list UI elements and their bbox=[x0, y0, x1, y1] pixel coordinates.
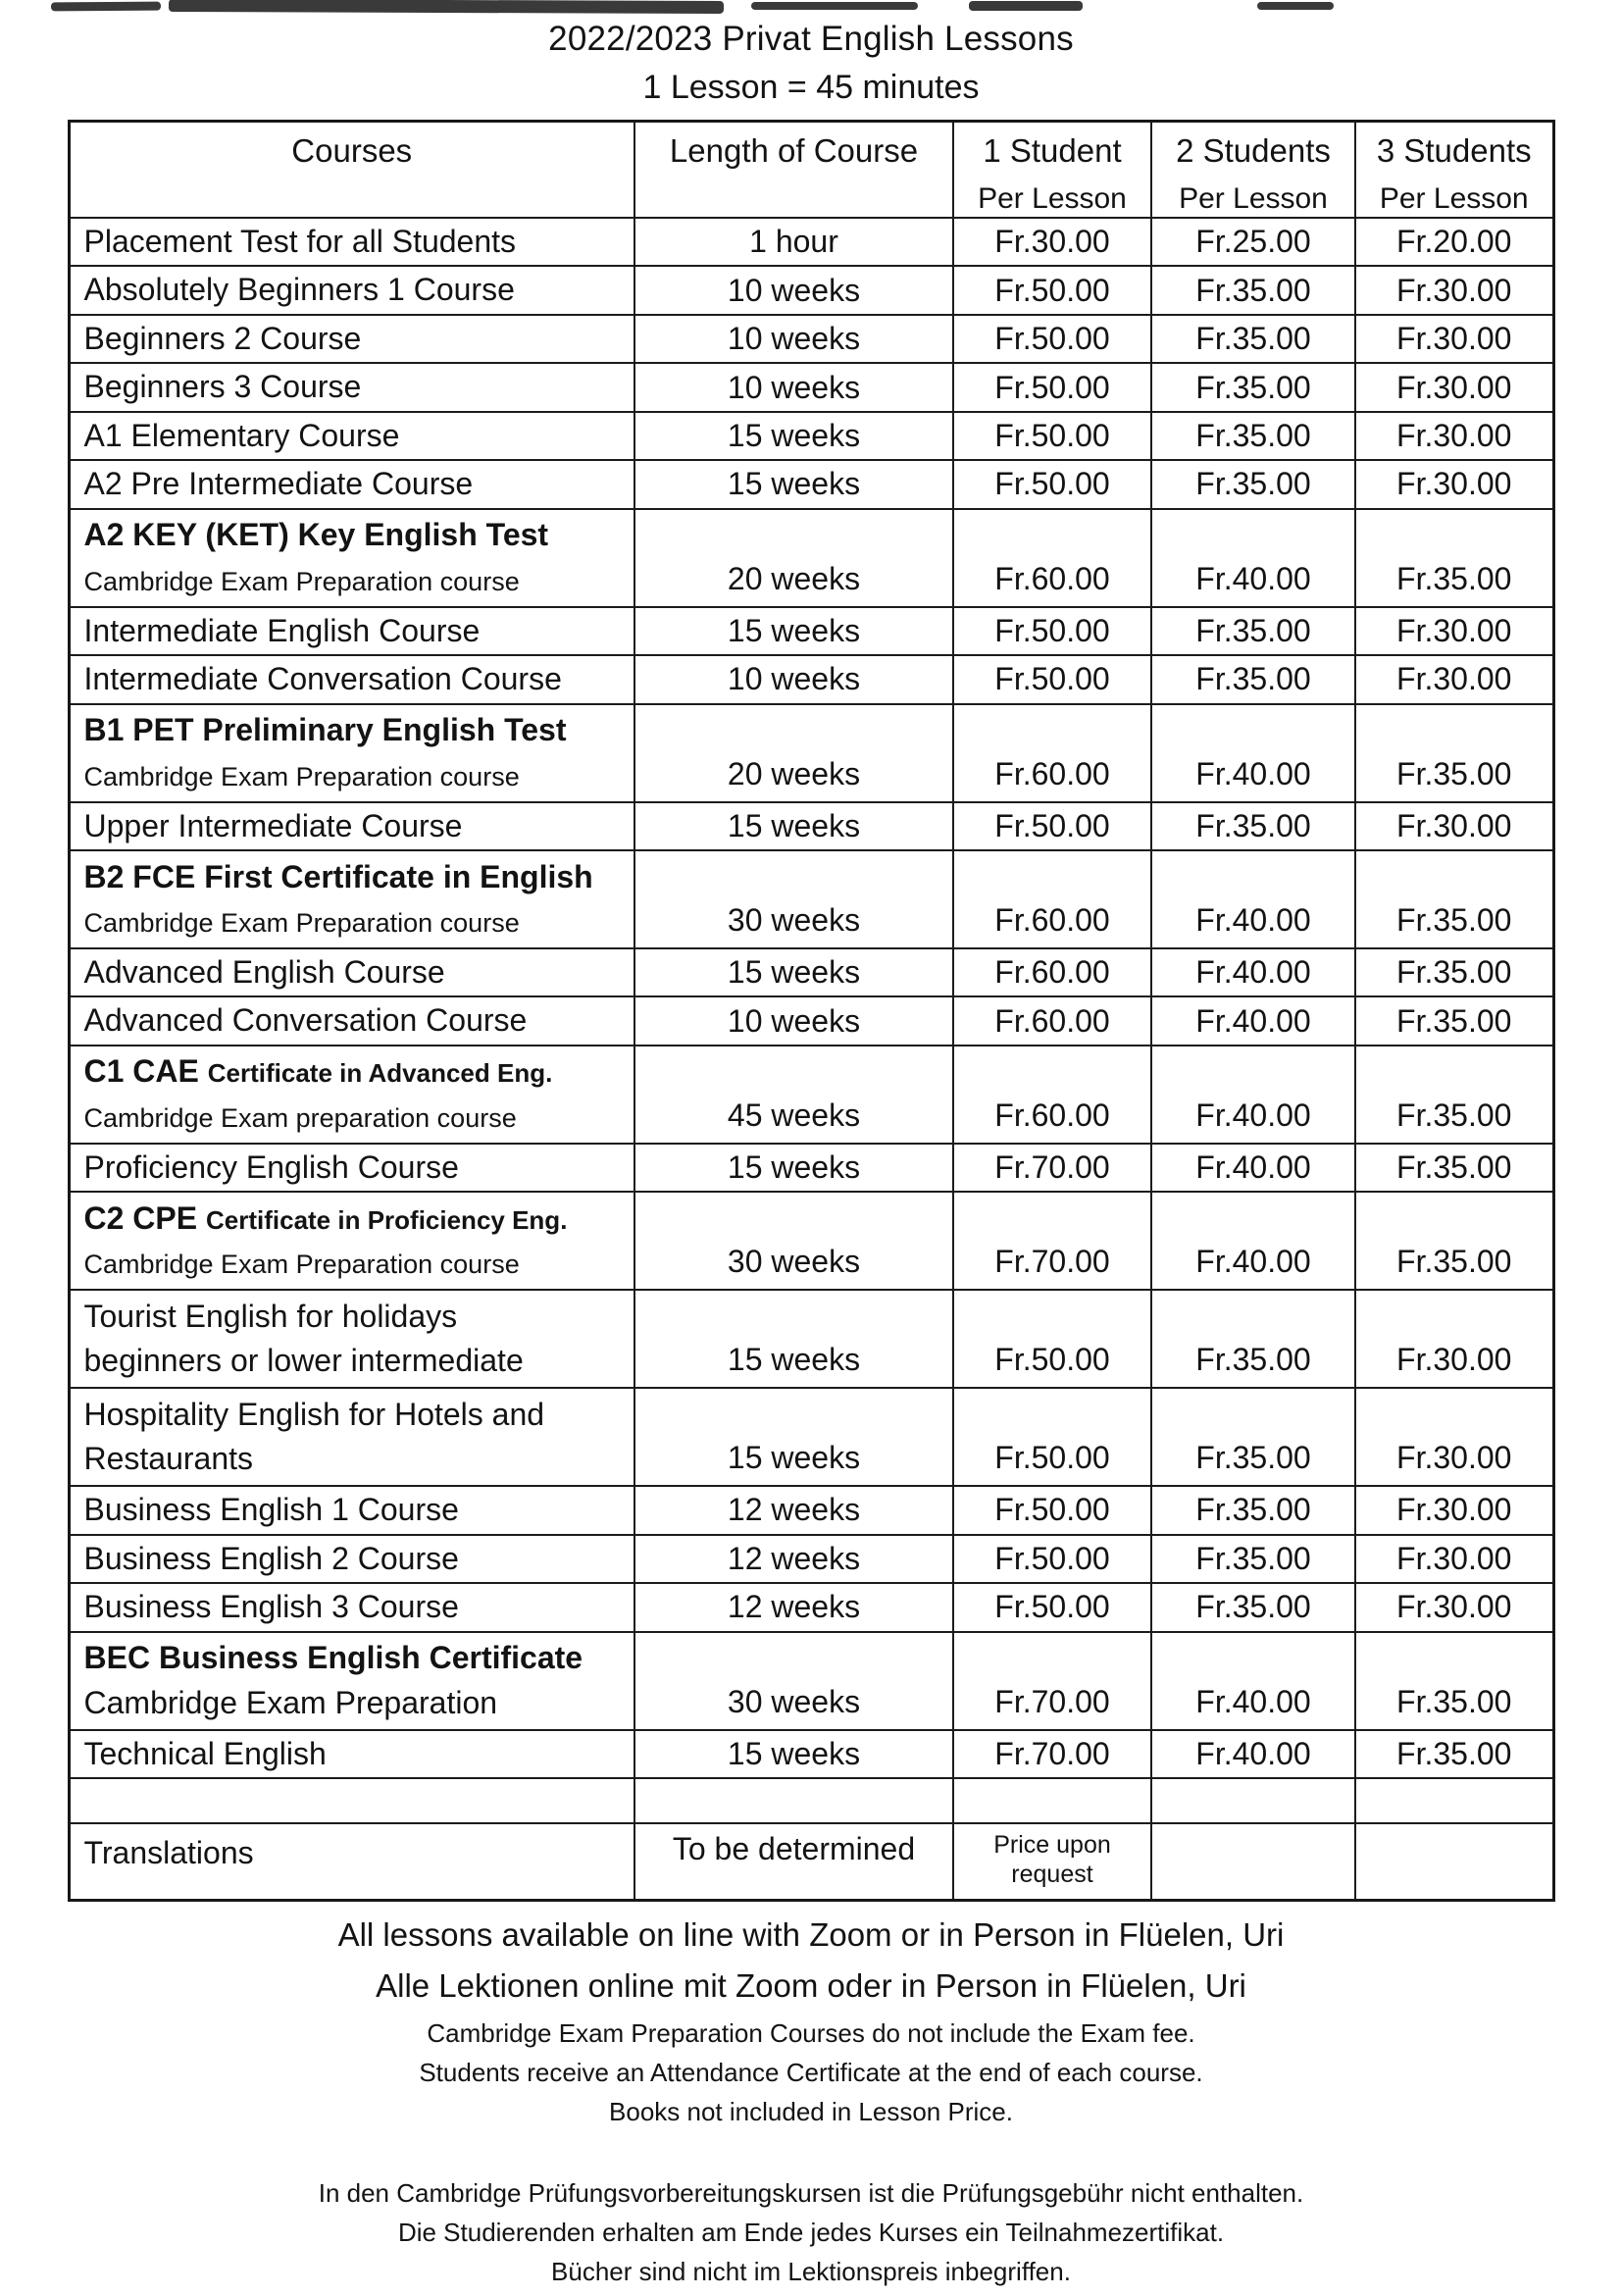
price-2-students-cell: Fr.40.00 bbox=[1151, 1730, 1355, 1778]
price-2-students-cell: Fr.40.00 bbox=[1151, 1046, 1355, 1144]
table-row bbox=[69, 1632, 1553, 1730]
header-1-student bbox=[953, 122, 1151, 219]
course-line: BEC Business English Certificate bbox=[83, 1640, 583, 1676]
price-1-student-cell: Price upon request bbox=[953, 1823, 1151, 1900]
course-cell bbox=[69, 802, 634, 850]
price-3-students-cell: Fr.30.00 bbox=[1355, 655, 1553, 703]
document-subtitle: 1 Lesson = 45 minutes bbox=[642, 69, 980, 106]
course-cell bbox=[69, 1632, 634, 1730]
length-cell: 1 hour bbox=[634, 218, 953, 266]
table-row bbox=[69, 655, 1553, 703]
course-cell bbox=[69, 996, 634, 1045]
price-2-students-cell: Fr.40.00 bbox=[1151, 1192, 1355, 1290]
scan-smudge bbox=[751, 2, 918, 10]
course-cell bbox=[69, 1535, 634, 1583]
price-3-students-cell: Fr.35.00 bbox=[1355, 704, 1553, 802]
course-line: Placement Test for all Students bbox=[83, 224, 517, 259]
length-cell: 10 weeks bbox=[634, 266, 953, 314]
course-line: Intermediate English Course bbox=[83, 612, 481, 648]
table-row bbox=[69, 607, 1553, 655]
header-3-students-line2: Per Lesson bbox=[1379, 182, 1529, 215]
table-row bbox=[69, 1046, 1553, 1144]
course-line: Technical English bbox=[83, 1735, 327, 1771]
course-cell bbox=[69, 1778, 634, 1823]
price-1-student-cell: Fr.50.00 bbox=[953, 1535, 1151, 1583]
course-line: Advanced Conversation Course bbox=[83, 1002, 528, 1039]
price-1-student-cell: Fr.50.00 bbox=[953, 363, 1151, 411]
length-cell: 10 weeks bbox=[634, 655, 953, 703]
header-2-students bbox=[1151, 122, 1355, 219]
price-1-student-cell: Fr.50.00 bbox=[953, 655, 1151, 703]
price-3-students-cell: Fr.35.00 bbox=[1355, 1192, 1553, 1290]
footer-line-de-note2: Die Studierenden erhalten am Ende jedes Kurses ein Teilnahmezertifikat. bbox=[397, 2217, 1225, 2247]
table-row bbox=[69, 802, 1553, 850]
course-cell bbox=[69, 1730, 634, 1778]
course-line: Cambridge Exam Preparation bbox=[83, 1684, 498, 1720]
course-line: Cambridge Exam Preparation course bbox=[83, 907, 520, 938]
price-2-students-cell: Fr.40.00 bbox=[1151, 509, 1355, 607]
price-table-body bbox=[69, 218, 1553, 1900]
course-cell bbox=[69, 1192, 634, 1290]
course-line: C1 CAE Certificate in Advanced Eng. bbox=[83, 1053, 553, 1090]
length-cell: 15 weeks bbox=[634, 1144, 953, 1192]
header-3-students bbox=[1355, 122, 1553, 219]
price-1-student-cell: Fr.60.00 bbox=[953, 996, 1151, 1045]
header-courses: Courses bbox=[69, 122, 634, 219]
document-footer bbox=[0, 1916, 1622, 2287]
table-row bbox=[69, 1583, 1553, 1631]
price-1-student-cell: Fr.70.00 bbox=[953, 1144, 1151, 1192]
course-cell bbox=[69, 607, 634, 655]
header-3-students-line1: 3 Students bbox=[1376, 132, 1532, 169]
course-line: Absolutely Beginners 1 Course bbox=[83, 272, 515, 308]
footer-line-en-note1: Cambridge Exam Preparation Courses do not include the Exam fee. bbox=[427, 2017, 1195, 2048]
document-title: 2022/2023 Privat English Lessons bbox=[548, 20, 1074, 58]
price-2-students-cell: Fr.35.00 bbox=[1151, 1583, 1355, 1631]
table-row bbox=[69, 509, 1553, 607]
price-3-students-cell: Fr.30.00 bbox=[1355, 412, 1553, 460]
price-3-students-cell: Fr.35.00 bbox=[1355, 850, 1553, 948]
header-2-students-line1: 2 Students bbox=[1176, 132, 1331, 169]
course-line: Beginners 2 Course bbox=[83, 320, 362, 356]
footer-line-de-zoom: Alle Lektionen online mit Zoom oder in Person in Flüelen, Uri bbox=[376, 1966, 1246, 2004]
course-line: C2 CPE Certificate in Proficiency Eng. bbox=[83, 1199, 568, 1236]
length-cell: To be determined bbox=[634, 1823, 953, 1900]
price-2-students-cell: Fr.40.00 bbox=[1151, 948, 1355, 996]
price-3-students-cell: Fr.35.00 bbox=[1355, 1046, 1553, 1144]
course-cell bbox=[69, 315, 634, 363]
course-cell bbox=[69, 1583, 634, 1631]
price-1-student-cell: Fr.50.00 bbox=[953, 1388, 1151, 1486]
length-cell bbox=[634, 1778, 953, 1823]
price-2-students-cell: Fr.35.00 bbox=[1151, 266, 1355, 314]
price-3-students-cell: Fr.35.00 bbox=[1355, 1632, 1553, 1730]
price-3-students-cell: Fr.30.00 bbox=[1355, 1583, 1553, 1631]
length-cell: 15 weeks bbox=[634, 1730, 953, 1778]
course-line: Business English 2 Course bbox=[83, 1540, 459, 1576]
course-line: A1 Elementary Course bbox=[83, 417, 400, 453]
course-line: Hospitality English for Hotels and bbox=[83, 1396, 545, 1432]
length-cell: 12 weeks bbox=[634, 1486, 953, 1534]
price-1-student-cell: Fr.60.00 bbox=[953, 704, 1151, 802]
table-row bbox=[69, 1486, 1553, 1534]
price-3-students-cell: Fr.30.00 bbox=[1355, 607, 1553, 655]
price-table bbox=[68, 120, 1555, 1902]
price-3-students-cell: Fr.30.00 bbox=[1355, 1290, 1553, 1388]
scan-smudge bbox=[969, 1, 1083, 11]
course-cell bbox=[69, 1823, 634, 1900]
length-cell: 15 weeks bbox=[634, 607, 953, 655]
course-cell bbox=[69, 1290, 634, 1388]
length-cell: 15 weeks bbox=[634, 1290, 953, 1388]
course-cell bbox=[69, 655, 634, 703]
header-1-student-line1: 1 Student bbox=[983, 132, 1122, 169]
price-2-students-cell: Fr.35.00 bbox=[1151, 1486, 1355, 1534]
length-cell: 45 weeks bbox=[634, 1046, 953, 1144]
footer-line-de-note1: In den Cambridge Prüfungsvorbereitungskursen ist die Prüfungsgebühr nicht enthalten. bbox=[318, 2177, 1304, 2208]
length-cell: 15 weeks bbox=[634, 802, 953, 850]
price-2-students-cell: Fr.40.00 bbox=[1151, 1632, 1355, 1730]
price-1-student-cell: Fr.70.00 bbox=[953, 1632, 1151, 1730]
table-row bbox=[69, 412, 1553, 460]
course-cell bbox=[69, 850, 634, 948]
course-line: Cambridge Exam Preparation course bbox=[83, 566, 520, 596]
table-row bbox=[69, 1535, 1553, 1583]
length-cell: 12 weeks bbox=[634, 1583, 953, 1631]
course-line: Proficiency English Course bbox=[83, 1148, 459, 1185]
table-row bbox=[69, 460, 1553, 508]
price-3-students-cell: Fr.35.00 bbox=[1355, 996, 1553, 1045]
table-row bbox=[69, 1730, 1553, 1778]
price-3-students-cell: Fr.30.00 bbox=[1355, 315, 1553, 363]
table-row bbox=[69, 1388, 1553, 1486]
price-1-student-cell: Fr.30.00 bbox=[953, 218, 1151, 266]
price-1-student-cell: Fr.60.00 bbox=[953, 509, 1151, 607]
footer-line-de-note3: Bücher sind nicht im Lektionspreis inbegriffen. bbox=[551, 2256, 1071, 2286]
price-3-students-cell: Fr.35.00 bbox=[1355, 1144, 1553, 1192]
table-row bbox=[69, 948, 1553, 996]
price-1-student-cell: Fr.50.00 bbox=[953, 315, 1151, 363]
length-cell: 30 weeks bbox=[634, 850, 953, 948]
course-line: Translations bbox=[83, 1835, 254, 1870]
price-1-student-cell: Fr.50.00 bbox=[953, 460, 1151, 508]
course-cell bbox=[69, 460, 634, 508]
price-1-student-cell: Fr.70.00 bbox=[953, 1192, 1151, 1290]
price-1-student-cell: Fr.60.00 bbox=[953, 850, 1151, 948]
price-3-students-cell: Fr.35.00 bbox=[1355, 1730, 1553, 1778]
price-3-students-cell bbox=[1355, 1823, 1553, 1900]
course-line: Business English 1 Course bbox=[83, 1492, 459, 1528]
length-cell: 10 weeks bbox=[634, 996, 953, 1045]
price-3-students-cell: Fr.35.00 bbox=[1355, 948, 1553, 996]
price-3-students-cell: Fr.30.00 bbox=[1355, 363, 1553, 411]
course-line: Beginners 3 Course bbox=[83, 369, 362, 405]
course-line: A2 Pre Intermediate Course bbox=[83, 466, 474, 502]
price-1-student-cell: Fr.50.00 bbox=[953, 1583, 1151, 1631]
price-3-students-cell: Fr.20.00 bbox=[1355, 218, 1553, 266]
course-cell bbox=[69, 218, 634, 266]
header-1-student-line2: Per Lesson bbox=[978, 182, 1127, 215]
course-line: Cambridge Exam preparation course bbox=[83, 1102, 517, 1133]
price-3-students-cell bbox=[1355, 1778, 1553, 1823]
price-1-student-cell bbox=[953, 1778, 1151, 1823]
price-2-students-cell bbox=[1151, 1823, 1355, 1900]
price-2-students-cell: Fr.35.00 bbox=[1151, 363, 1355, 411]
price-1-student-cell: Fr.50.00 bbox=[953, 802, 1151, 850]
price-2-students-cell bbox=[1151, 1778, 1355, 1823]
course-cell bbox=[69, 509, 634, 607]
scan-artifact bbox=[0, 0, 1622, 20]
course-line: Cambridge Exam Preparation course bbox=[83, 761, 520, 791]
price-2-students-cell: Fr.40.00 bbox=[1151, 1144, 1355, 1192]
price-3-students-cell: Fr.30.00 bbox=[1355, 1535, 1553, 1583]
price-2-students-cell: Fr.25.00 bbox=[1151, 218, 1355, 266]
price-1-student-cell: Fr.50.00 bbox=[953, 412, 1151, 460]
price-1-student-cell: Fr.60.00 bbox=[953, 948, 1151, 996]
price-1-student-cell: Fr.60.00 bbox=[953, 1046, 1151, 1144]
price-2-students-cell: Fr.40.00 bbox=[1151, 996, 1355, 1045]
header-length-of-course: Length of Course bbox=[634, 122, 953, 219]
table-row bbox=[69, 1778, 1553, 1823]
course-cell bbox=[69, 704, 634, 802]
length-cell: 12 weeks bbox=[634, 1535, 953, 1583]
course-cell bbox=[69, 363, 634, 411]
course-line: Business English 3 Course bbox=[83, 1589, 459, 1625]
length-cell: 20 weeks bbox=[634, 509, 953, 607]
course-cell bbox=[69, 948, 634, 996]
price-2-students-cell: Fr.35.00 bbox=[1151, 802, 1355, 850]
course-line: Cambridge Exam Preparation course bbox=[83, 1250, 520, 1280]
price-1-student-cell: Fr.50.00 bbox=[953, 607, 1151, 655]
course-cell bbox=[69, 1388, 634, 1486]
price-2-students-cell: Fr.35.00 bbox=[1151, 1290, 1355, 1388]
price-2-students-cell: Fr.35.00 bbox=[1151, 655, 1355, 703]
price-1-student-cell: Fr.50.00 bbox=[953, 1486, 1151, 1534]
price-2-students-cell: Fr.35.00 bbox=[1151, 1535, 1355, 1583]
table-row bbox=[69, 996, 1553, 1045]
scan-smudge bbox=[1257, 2, 1334, 10]
price-3-students-cell: Fr.35.00 bbox=[1355, 509, 1553, 607]
scan-smudge bbox=[169, 0, 724, 14]
table-row bbox=[69, 1290, 1553, 1388]
header-2-students-line2: Per Lesson bbox=[1179, 182, 1328, 215]
footer-line-en-note3: Books not included in Lesson Price. bbox=[609, 2096, 1013, 2126]
length-cell: 15 weeks bbox=[634, 1388, 953, 1486]
course-cell bbox=[69, 1046, 634, 1144]
price-1-student-cell: Fr.50.00 bbox=[953, 1290, 1151, 1388]
length-cell: 15 weeks bbox=[634, 460, 953, 508]
table-row bbox=[69, 850, 1553, 948]
price-3-students-cell: Fr.30.00 bbox=[1355, 460, 1553, 508]
header-row bbox=[69, 122, 1553, 219]
length-cell: 30 weeks bbox=[634, 1632, 953, 1730]
course-line: A2 KEY (KET) Key English Test bbox=[83, 517, 549, 553]
length-cell: 20 weeks bbox=[634, 704, 953, 802]
course-cell bbox=[69, 266, 634, 314]
price-2-students-cell: Fr.35.00 bbox=[1151, 460, 1355, 508]
course-cell bbox=[69, 1144, 634, 1192]
course-line: Advanced English Course bbox=[83, 953, 445, 990]
table-row bbox=[69, 1823, 1553, 1900]
table-row bbox=[69, 218, 1553, 266]
course-line: Upper Intermediate Course bbox=[83, 807, 463, 843]
footer-line-en-note2: Students receive an Attendance Certificate at the end of each course. bbox=[419, 2057, 1203, 2087]
price-3-students-cell: Fr.30.00 bbox=[1355, 266, 1553, 314]
price-3-students-cell: Fr.30.00 bbox=[1355, 802, 1553, 850]
course-line: Restaurants bbox=[83, 1441, 254, 1477]
footer-gap bbox=[0, 2136, 1622, 2169]
price-3-students-cell: Fr.30.00 bbox=[1355, 1486, 1553, 1534]
length-cell: 10 weeks bbox=[634, 315, 953, 363]
price-1-student-cell: Fr.50.00 bbox=[953, 266, 1151, 314]
table-row bbox=[69, 1144, 1553, 1192]
table-row bbox=[69, 363, 1553, 411]
footer-line-en-zoom: All lessons available on line with Zoom or in Person in Flüelen, Uri bbox=[337, 1915, 1285, 1953]
price-2-students-cell: Fr.40.00 bbox=[1151, 850, 1355, 948]
course-line: B2 FCE First Certificate in English bbox=[83, 858, 593, 894]
table-row bbox=[69, 266, 1553, 314]
course-line: B1 PET Preliminary English Test bbox=[83, 712, 567, 748]
table-row bbox=[69, 704, 1553, 802]
course-cell bbox=[69, 412, 634, 460]
price-2-students-cell: Fr.35.00 bbox=[1151, 315, 1355, 363]
price-2-students-cell: Fr.35.00 bbox=[1151, 1388, 1355, 1486]
length-cell: 15 weeks bbox=[634, 412, 953, 460]
table-row bbox=[69, 315, 1553, 363]
price-2-students-cell: Fr.35.00 bbox=[1151, 607, 1355, 655]
course-line: Tourist English for holidays bbox=[83, 1298, 458, 1334]
price-1-student-cell: Fr.70.00 bbox=[953, 1730, 1151, 1778]
table-row bbox=[69, 1192, 1553, 1290]
course-cell bbox=[69, 1486, 634, 1534]
length-cell: 30 weeks bbox=[634, 1192, 953, 1290]
scan-smudge bbox=[51, 2, 161, 12]
length-cell: 10 weeks bbox=[634, 363, 953, 411]
price-2-students-cell: Fr.40.00 bbox=[1151, 704, 1355, 802]
price-3-students-cell: Fr.30.00 bbox=[1355, 1388, 1553, 1486]
course-line: beginners or lower intermediate bbox=[83, 1343, 524, 1379]
course-line: Intermediate Conversation Course bbox=[83, 661, 562, 697]
price-2-students-cell: Fr.35.00 bbox=[1151, 412, 1355, 460]
length-cell: 15 weeks bbox=[634, 948, 953, 996]
